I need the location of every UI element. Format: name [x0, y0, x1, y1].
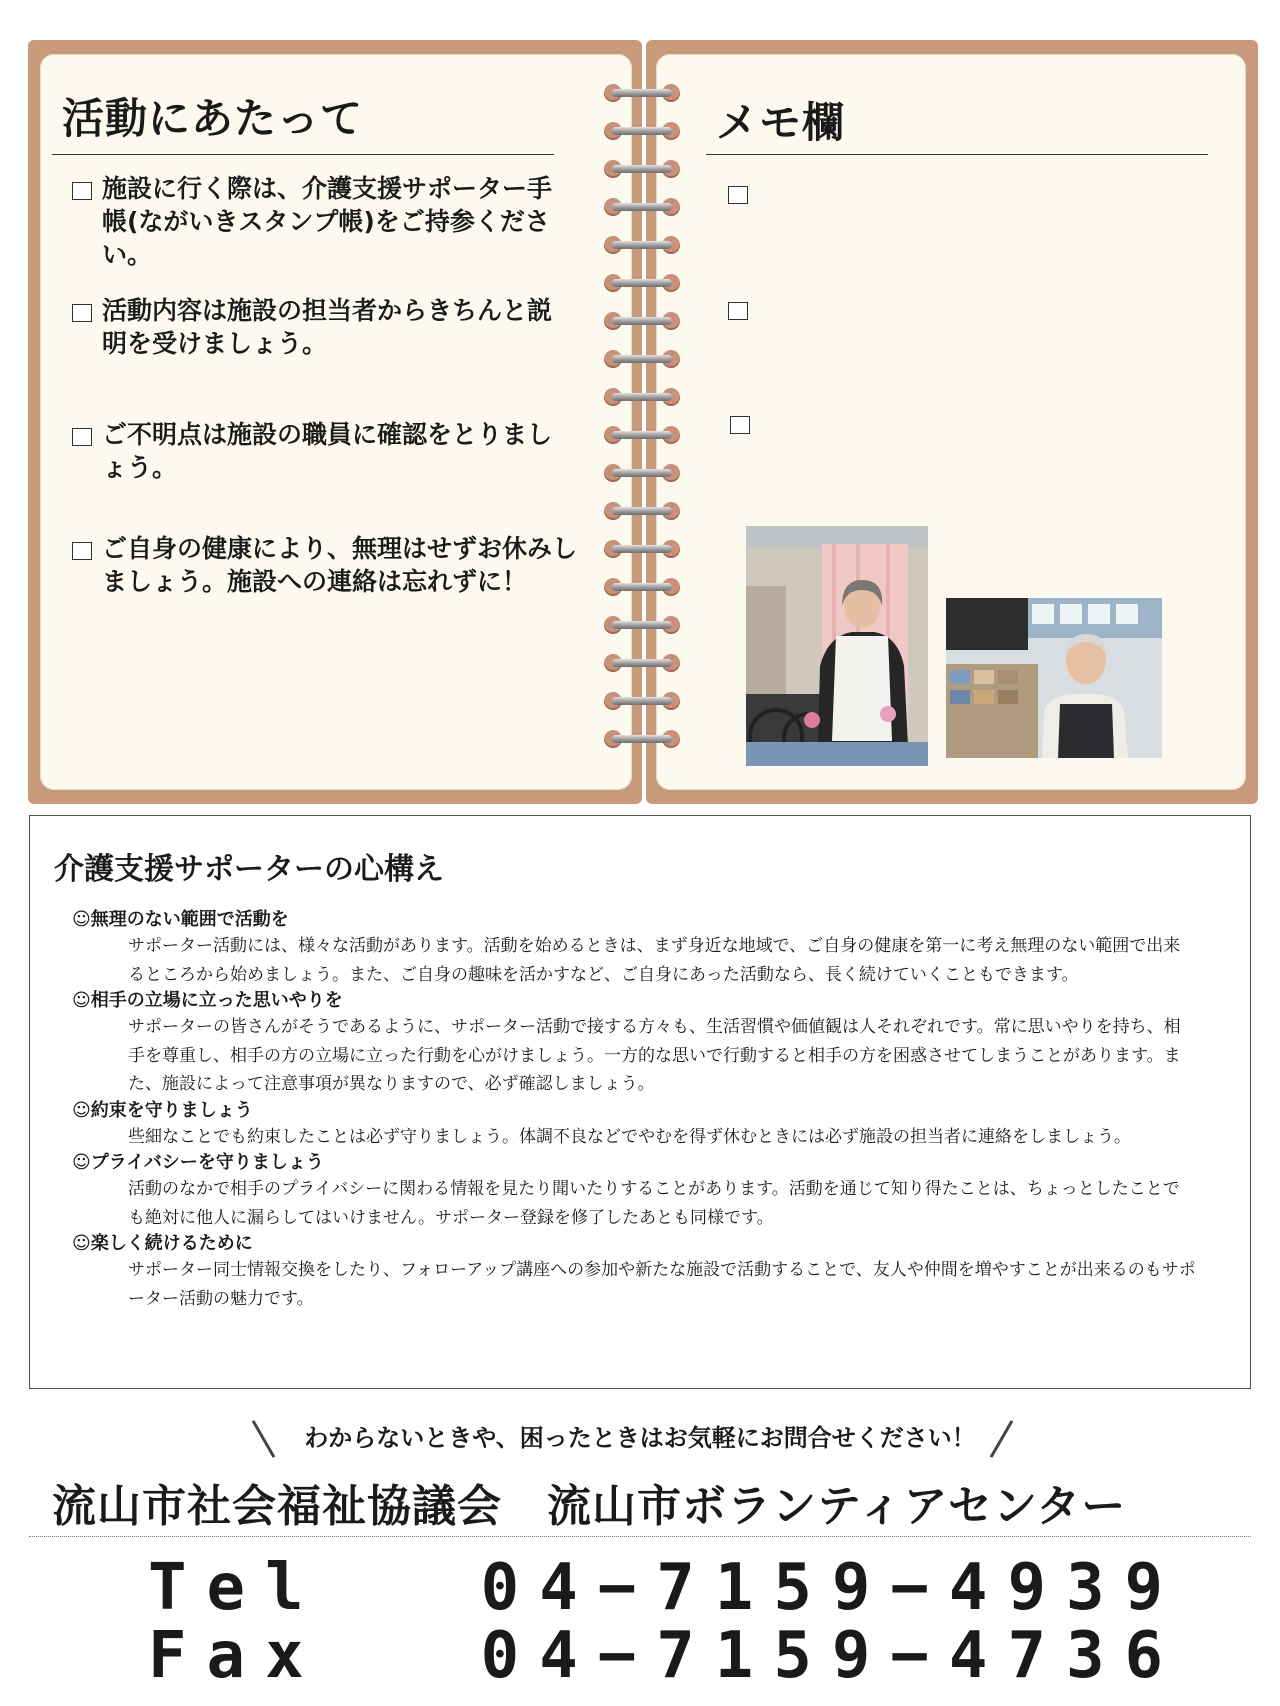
checklist-item: [72, 294, 572, 360]
checklist-item: [72, 418, 572, 484]
volunteer-man-image: [946, 598, 1162, 758]
memo-checkbox[interactable]: [728, 186, 748, 204]
guideline-body: 些細なことでも約束したことは必ず守りましょう。体調不良などでやむを得ず休むときには必ず施設の担当者に連絡をしましょう。: [128, 1126, 1131, 1147]
checklist-item: [72, 172, 572, 271]
ring: [602, 158, 682, 180]
ring: [602, 310, 682, 332]
tel-label: Tel: [148, 1551, 324, 1625]
fax-number: 04−7159−4736: [480, 1619, 1184, 1693]
guideline-heading: ☺プライバシーを守りましょう: [72, 1152, 324, 1173]
ring: [602, 82, 682, 104]
guideline-heading: ☺相手の立場に立った思いやりを: [72, 990, 343, 1011]
ring: [602, 386, 682, 408]
ring: [602, 690, 682, 712]
ring: [602, 348, 682, 370]
ring: [602, 196, 682, 218]
left-page-title: 活動にあたって: [62, 94, 364, 143]
tel-number[interactable]: 04−7159−4939: [480, 1551, 1184, 1625]
guideline-body: サポーター同士情報交換をしたり、フォローアップ講座への参加や新たな施設で活動することで、友人や仲間を増やすことが出来るのもサポーター活動の魅力です。: [128, 1260, 1196, 1309]
ring: [602, 234, 682, 256]
ring: [602, 120, 682, 142]
ring: [602, 462, 682, 484]
ring: [602, 728, 682, 750]
ring: [602, 272, 682, 294]
memo-title-rule: [706, 154, 1208, 155]
notebook-right-page: [646, 40, 1258, 804]
ring: [602, 424, 682, 446]
guideline-body: サポーターの皆さんがそうであるように、サポーター活動で接する方々も、生活習慣や価値観は人それぞれです。常に思いやりを持ち、相手を尊重し、相手の方の立場に立った行動を心がけましょう。一方的な思いで行動すると相手の方を困惑させてしまうことがあります。また、施設によって注意事項が異なりますので、必ず確認しましょう。: [128, 1017, 1181, 1094]
checklist-item: [72, 532, 592, 598]
ring: [602, 652, 682, 674]
memo-checkbox[interactable]: [728, 302, 748, 320]
left-paper: [40, 54, 632, 790]
divider: [29, 1536, 1251, 1537]
guidelines-title: 介護支援サポーターの心構え: [54, 852, 444, 887]
notebook-left-page: [28, 40, 642, 804]
title-rule: [52, 154, 554, 155]
tel-row: [148, 1551, 1184, 1625]
guideline-body: 活動のなかで相手のプライバシーに関わる情報を見たり聞いたりすることがあります。活動を通じて知り得たことは、ちょっとしたことでも絶対に他人に漏らしてはいけません。サポーター登録を修了したあとも同様です。: [128, 1179, 1180, 1228]
guideline-body: サポーター活動には、様々な活動があります。活動を始めるときは、まず身近な地域で、ご自身の健康を第一に考え無理のない範囲で出来るところから始めましょう。また、ご自身の趣味を活かすなど、ご自身にあった活動なら、長く続けていくこともできます。: [128, 936, 1181, 985]
memo-checkbox[interactable]: [730, 416, 750, 434]
checkbox[interactable]: [72, 428, 92, 446]
spiral-binding: [602, 82, 682, 772]
volunteer-photo-woman: [746, 526, 928, 766]
checkbox[interactable]: [72, 182, 92, 200]
guideline-heading: ☺無理のない範囲で活動を: [72, 909, 289, 930]
memo-title: メモ欄: [716, 98, 846, 147]
checklist-text: 活動内容は施設の担当者からきちんと説明を受けましょう。: [102, 296, 553, 358]
checkbox[interactable]: [72, 304, 92, 322]
fax-label: Fax: [148, 1619, 324, 1693]
volunteer-photo-man: [946, 598, 1162, 758]
organization-name: 流山市社会福祉協議会 流山市ボランティアセンター: [52, 1481, 1127, 1532]
ring: [602, 576, 682, 598]
checkbox[interactable]: [72, 542, 92, 560]
inquiry-message: わからないときや、困ったときはお気軽にお問合せください！: [304, 1424, 976, 1452]
right-paper: [656, 54, 1246, 790]
checklist-text: ご不明点は施設の職員に確認をとりましょう。: [102, 420, 553, 482]
checklist-text: 施設に行く際は、介護支援サポーター手帳(ながいきスタンプ帳)をご持参ください。: [102, 174, 553, 269]
guidelines-list: [72, 908, 1242, 1313]
fax-row: [148, 1619, 1184, 1693]
supporter-guidelines-box: [29, 815, 1251, 1389]
ring: [602, 614, 682, 636]
guideline-heading: ☺楽しく続けるために: [72, 1233, 253, 1254]
checklist-text: ご自身の健康により、無理はせずお休みしましょう。施設への連絡は忘れずに！: [102, 534, 578, 596]
volunteer-woman-image: [746, 526, 928, 766]
ring: [602, 538, 682, 560]
ring: [602, 500, 682, 522]
guideline-heading: ☺約束を守りましょう: [72, 1099, 253, 1121]
